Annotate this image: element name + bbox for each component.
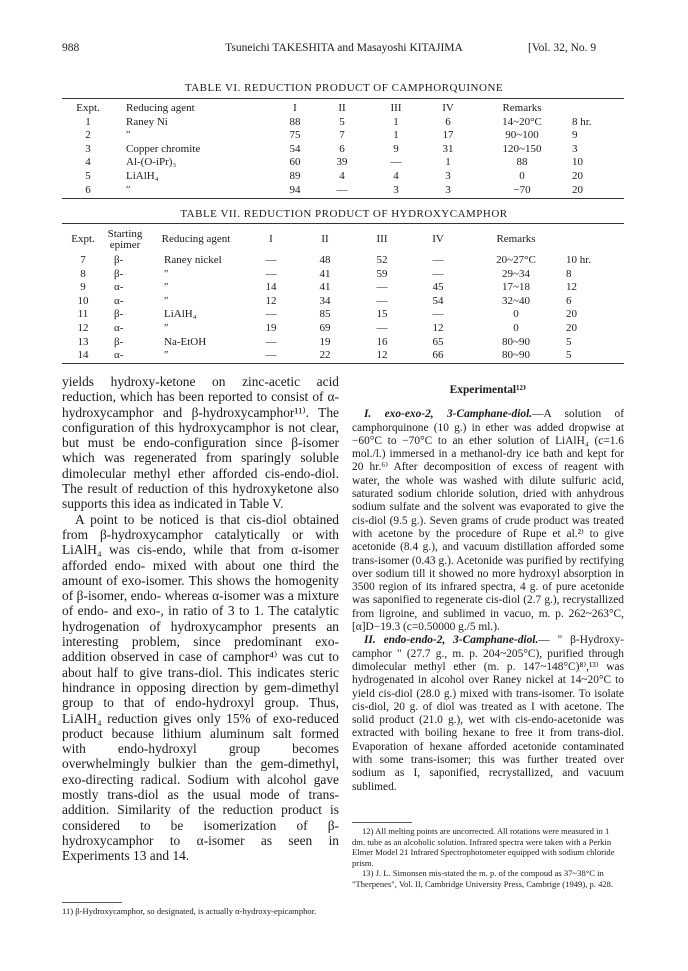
table-6-bottom-rule: [62, 198, 624, 199]
table-cell: 10 hr.: [566, 254, 592, 266]
table-7-header-row: [62, 226, 624, 254]
table-cell: 15: [376, 308, 388, 321]
table-cell: 13: [77, 335, 89, 348]
col-header-ii: II: [321, 233, 329, 246]
table-cell: ″: [164, 349, 169, 362]
table-6-title: TABLE VI. REDUCTION PRODUCT OF CAMPHORQUINONE: [184, 82, 504, 94]
table-cell: 20~27°C: [496, 254, 536, 266]
table-cell: Al-(O-iPr)₃: [126, 156, 177, 169]
right-column: [352, 384, 624, 794]
table-cell: —: [376, 294, 388, 307]
table-cell: Na-EtOH: [164, 335, 207, 348]
table-cell: 60: [289, 156, 301, 169]
table-cell: 66: [432, 349, 444, 362]
table-cell: 8: [566, 267, 572, 280]
table-cell: ″: [164, 281, 169, 294]
table-cell: 48: [319, 254, 331, 266]
table-cell: 3: [393, 183, 399, 196]
table-cell: 2: [85, 129, 91, 142]
table-cell: —: [390, 156, 402, 169]
table-row: [62, 184, 624, 198]
table-cell: 20: [572, 183, 583, 196]
table-cell: 8: [80, 267, 86, 280]
footnote-rule: [352, 822, 412, 823]
table-cell: 12: [265, 294, 277, 307]
table-cell: 5: [566, 335, 572, 348]
col-header-iii: III: [390, 102, 402, 114]
table-cell: 8 hr.: [572, 115, 592, 128]
table-cell: 20: [566, 321, 577, 334]
col-header-reducing-agent: Reducing agent: [126, 102, 195, 114]
table-cell: 11: [77, 308, 89, 321]
left-column: [62, 374, 339, 864]
table-cell: 19: [319, 335, 331, 348]
paragraph: [352, 634, 624, 794]
table-cell: 3: [445, 169, 451, 182]
table-cell: 0: [513, 321, 519, 334]
table-cell: 80~90: [502, 335, 530, 348]
table-cell: —: [376, 321, 388, 334]
table-cell: —: [265, 349, 277, 362]
table-6-header-row: [62, 102, 624, 116]
table-7: [62, 226, 624, 363]
table-cell: —: [265, 267, 277, 280]
table-cell: LiAlH₄: [126, 169, 159, 182]
table-row: [62, 322, 624, 336]
table-cell: 29~34: [502, 267, 530, 280]
experimental-heading: Experimental¹²⁾: [449, 384, 527, 396]
table-cell: 39: [336, 156, 348, 169]
table-row: [62, 170, 624, 184]
table-cell: LiAlH₄: [164, 308, 197, 321]
table-cell: 32~40: [502, 294, 530, 307]
table-cell: Copper chromite: [126, 142, 201, 155]
table-cell: 10: [77, 294, 89, 307]
table-cell: 6: [566, 294, 572, 307]
table-7-title: TABLE VII. REDUCTION PRODUCT OF HYDROXYCAMPHOR: [180, 208, 508, 220]
table-row: [62, 129, 624, 143]
table-row: [62, 336, 624, 350]
table-cell: α-: [114, 349, 124, 362]
table-cell: Raney Ni: [126, 115, 168, 128]
table-cell: 1: [393, 115, 399, 128]
table-cell: —: [432, 254, 444, 266]
table-cell: α-: [114, 294, 124, 307]
table-row: [62, 143, 624, 157]
table-cell: 10: [572, 156, 583, 169]
col-header-reducing-agent: Reducing agent: [161, 233, 231, 246]
col-header-ii: II: [338, 102, 346, 114]
col-header-remarks: Remarks: [502, 102, 542, 114]
table-cell: 1: [393, 129, 399, 142]
table-cell: 1: [85, 115, 91, 128]
table-7-top-rule: [62, 223, 624, 224]
table-cell: 34: [319, 294, 331, 307]
col-header-iv: IV: [442, 102, 454, 114]
col-header-i: I: [293, 102, 297, 114]
footnote-11: 11) β-Hydroxycamphor, so designated, is actually α-hydroxy-epicamphor.: [62, 906, 317, 916]
table-row: [62, 281, 624, 295]
table-cell: 12: [376, 349, 388, 362]
table-cell: 6: [445, 115, 451, 128]
table-cell: ″: [164, 267, 169, 280]
table-cell: 14: [265, 281, 277, 294]
table-cell: —: [432, 308, 444, 321]
table-cell: 75: [289, 129, 301, 142]
table-cell: 3: [572, 142, 578, 155]
table-cell: ″: [164, 294, 169, 307]
table-cell: 9: [572, 129, 578, 142]
table-cell: —: [376, 281, 388, 294]
table-cell: 54: [432, 294, 444, 307]
table-cell: 0: [513, 308, 519, 321]
table-cell: 3: [445, 183, 451, 196]
table-cell: 5: [339, 115, 345, 128]
table-cell: ″: [126, 129, 131, 142]
paragraph: A point to be noticed is that cis-diol obtained from β-hydroxycamphor catalytically or with LiAlH₄ was cis-endo, while that from α-isomer afforded endo- mixed with about one third the amount of exo-isomer. This shows the homogenity of β-isomer, endo- whereas α-isomer was a mixture of endo- and exo-, in ratio of 3 to 1. The catalytic hydrogenation of hydroxycamphor presents an interesting problem, since predominant exo-addition observed in case of camphor⁴⁾ was cut to about half to give trans-diol. This indicates steric hindrance in opposing direction by gem-dimethyl group to that of endo-hydroxyl group. Thus, LiAlH₄ reduction gives only 15% of exo-reduced product because lithium aluminum salt formed with endo-hydroxyl group becomes overwhelmingly bulkier than the gem-dimethyl, exo-directing radical. Sodium with alcohol gave mostly trans-diol as the usual mode of trans-addition. Similarity of the reduction product is considered to be isomerization of β-hydroxycamphor to α-isomer as seen in Experiments 13 and 14.: [62, 511, 339, 864]
table-cell: 52: [376, 254, 388, 266]
col-header-remarks: Remarks: [496, 233, 536, 246]
table-cell: 80~90: [502, 349, 530, 362]
table-cell: 59: [376, 267, 388, 280]
col-header-time: [566, 226, 624, 254]
section-1-title: I. exo-exo-2, 3-Camphane-diol.: [364, 408, 533, 421]
table-cell: β-: [114, 267, 124, 280]
table-cell: 9: [393, 142, 399, 155]
section-2-title: II. endo-endo-2, 3-Camphane-diol.: [364, 634, 539, 647]
table-cell: 45: [432, 281, 444, 294]
table-row: [62, 156, 624, 170]
col-header-i: I: [269, 233, 273, 246]
table-cell: 88: [289, 115, 301, 128]
table-6-top-rule: [62, 98, 624, 99]
table-cell: 22: [319, 349, 331, 362]
col-header-iv: IV: [432, 233, 444, 246]
table-cell: β-: [114, 254, 124, 266]
table-row: [62, 254, 624, 268]
paragraph: [352, 408, 624, 634]
table-cell: 54: [289, 142, 301, 155]
table-row: [62, 308, 624, 322]
table-cell: —: [265, 254, 277, 266]
table-cell: 1: [445, 156, 451, 169]
footnote-12: 12) All melting points are uncorrected. All rotations were measured in 1 dm. tube as an alcoholic solution. Infrared spectra were taken with a Perkin Elmer Model 21 Infrared Spectrophotometer equipped with sodium chloride prism.: [352, 826, 615, 868]
right-footnotes: [352, 826, 624, 890]
table-cell: 9: [80, 281, 86, 294]
table-cell: 12: [77, 321, 89, 334]
table-row: [62, 116, 624, 130]
table-cell: 20: [566, 308, 577, 321]
table-cell: 5: [566, 349, 572, 362]
table-cell: —: [265, 308, 277, 321]
volume-info: [Vol. 32, No. 9: [528, 42, 597, 54]
table-cell: 7: [80, 254, 86, 266]
table-cell: β-: [114, 335, 124, 348]
table-cell: 12: [566, 281, 577, 294]
footnote-13: 13) J. L. Simonsen mis-stated the m. p. of the compoud as 37~38°C in "Therpenes", Vol. II, Cambridge University Press, Cambrige (1949), p. 428.: [352, 868, 614, 889]
table-cell: 17: [442, 129, 454, 142]
section-2-body: — " β-Hydroxy-camphor " (27.7 g., m. p. 204~205°C), purified through dimolecular methyl ether (m. p. 147~148°C)⁸⁾,¹³⁾ was hydrogenated in alcohol over Raney nickel at 14~20°C to yield cis-diol (28.0 g.) mixed with trans-isomer. To isolate cis-diol, 20 g. of diol was treated as I with acetone. The solid product (21.0 g.), wet with cis-endo-acetonide was extracted with boiling hexane to free it from trans-diol. Evaporation of hexane afforded acetonide contaminated with some trans-isomer; this was further treated over sodium as I, saponified, recrystallized, and vacuum sublimed.: [352, 634, 624, 793]
footnote-rule: [62, 902, 122, 903]
col-header-expt: Expt.: [71, 233, 95, 246]
col-header-starting-epimer: Starting epimer: [107, 228, 143, 251]
table-cell: 41: [319, 267, 331, 280]
table-cell: 88: [516, 156, 528, 169]
table-cell: 12: [432, 321, 444, 334]
table-cell: ″: [126, 183, 131, 196]
table-cell: 6: [85, 183, 91, 196]
table-row: [62, 295, 624, 309]
table-cell: α-: [114, 321, 124, 334]
col-header-iii: III: [376, 233, 388, 246]
table-cell: 120~150: [502, 142, 542, 155]
table-cell: 3: [85, 142, 91, 155]
col-header-expt: Expt.: [76, 102, 100, 114]
table-cell: 19: [265, 321, 277, 334]
table-cell: Raney nickel: [164, 254, 222, 266]
table-cell: 41: [319, 281, 331, 294]
paragraph: yields hydroxy-ketone on zinc-acetic acid reduction, which has been reported to consist of α-hydroxycamphor and β-hydroxycamphor¹¹⁾. The configuration of this hydroxycamphor is not clear, but must be endo-configuration since β-isomer which was regenerated from sparingly soluble dimolecular methyl ether afforded cis-endo-diol. The result of reduction of this hydroxyketone also supports this idea as indicated in Table V.: [62, 374, 339, 512]
table-cell: 65: [432, 335, 444, 348]
table-cell: ″: [164, 321, 169, 334]
table-7-bottom-rule: [62, 363, 624, 364]
table-cell: 31: [442, 142, 454, 155]
table-cell: 4: [339, 169, 345, 182]
table-row: [62, 268, 624, 282]
table-cell: β-: [114, 308, 124, 321]
table-cell: 69: [319, 321, 331, 334]
running-authors: Tsuneichi TAKESHITA and Masayoshi KITAJIMA: [225, 42, 463, 54]
table-cell: 4: [393, 169, 399, 182]
table-cell: 16: [376, 335, 388, 348]
table-cell: 4: [85, 156, 91, 169]
table-cell: —: [336, 183, 348, 196]
table-cell: 6: [339, 142, 345, 155]
table-cell: 7: [339, 129, 345, 142]
page-number: 988: [62, 42, 80, 54]
table-cell: —: [432, 267, 444, 280]
table-cell: α-: [114, 281, 124, 294]
table-cell: 14~20°C: [502, 115, 542, 128]
table-cell: 85: [319, 308, 331, 321]
table-cell: —: [265, 335, 277, 348]
table-cell: −70: [513, 183, 531, 196]
table-cell: 5: [85, 169, 91, 182]
col-header-time: [572, 102, 624, 116]
table-row: [62, 349, 624, 363]
table-cell: 14: [77, 349, 89, 362]
table-cell: 17~18: [502, 281, 530, 294]
table-cell: 20: [572, 169, 583, 182]
table-cell: 89: [289, 169, 301, 182]
table-6: [62, 102, 624, 197]
section-1-body: —A solution of camphorquinone (10 g.) in ether was added dropwise at −60°C to −70°C to an ether solution of LiAlH₄ (c=1.6 mol./l.) immersed in a methanol-dry ice bath and kept for 20 hr.⁶⁾ After decomposition of excess of reagent with water, the whole was washed with dilute sulfuric acid, saturated sodium chloride solution, dried with anhydrous sodium sulfate and the solvent was evaporated to give the cis-diol (9.5 g.). Seven grams of crude product was treated with acetone by the procedure of Rupe et al.²⁾ to give acetonide (8.4 g.), and vacuum distillation afforded some trans-isomer (0.43 g.). Acetonide was purified by rectifying over sodium till it showed no more hydroxyl absorption in 3500 region of its infrared spectra, 4 g. of pure acetonide was saponified to regenerate cis-diol (2.7 g.), recrystallized from ligroine, and sublimed in vacuo, m. p. 262~263°C, [α]D−19.3 (c=0.50000 g./5 ml.).: [352, 408, 624, 634]
table-cell: 0: [519, 169, 525, 182]
table-cell: 94: [289, 183, 301, 196]
table-cell: 90~100: [505, 129, 539, 142]
